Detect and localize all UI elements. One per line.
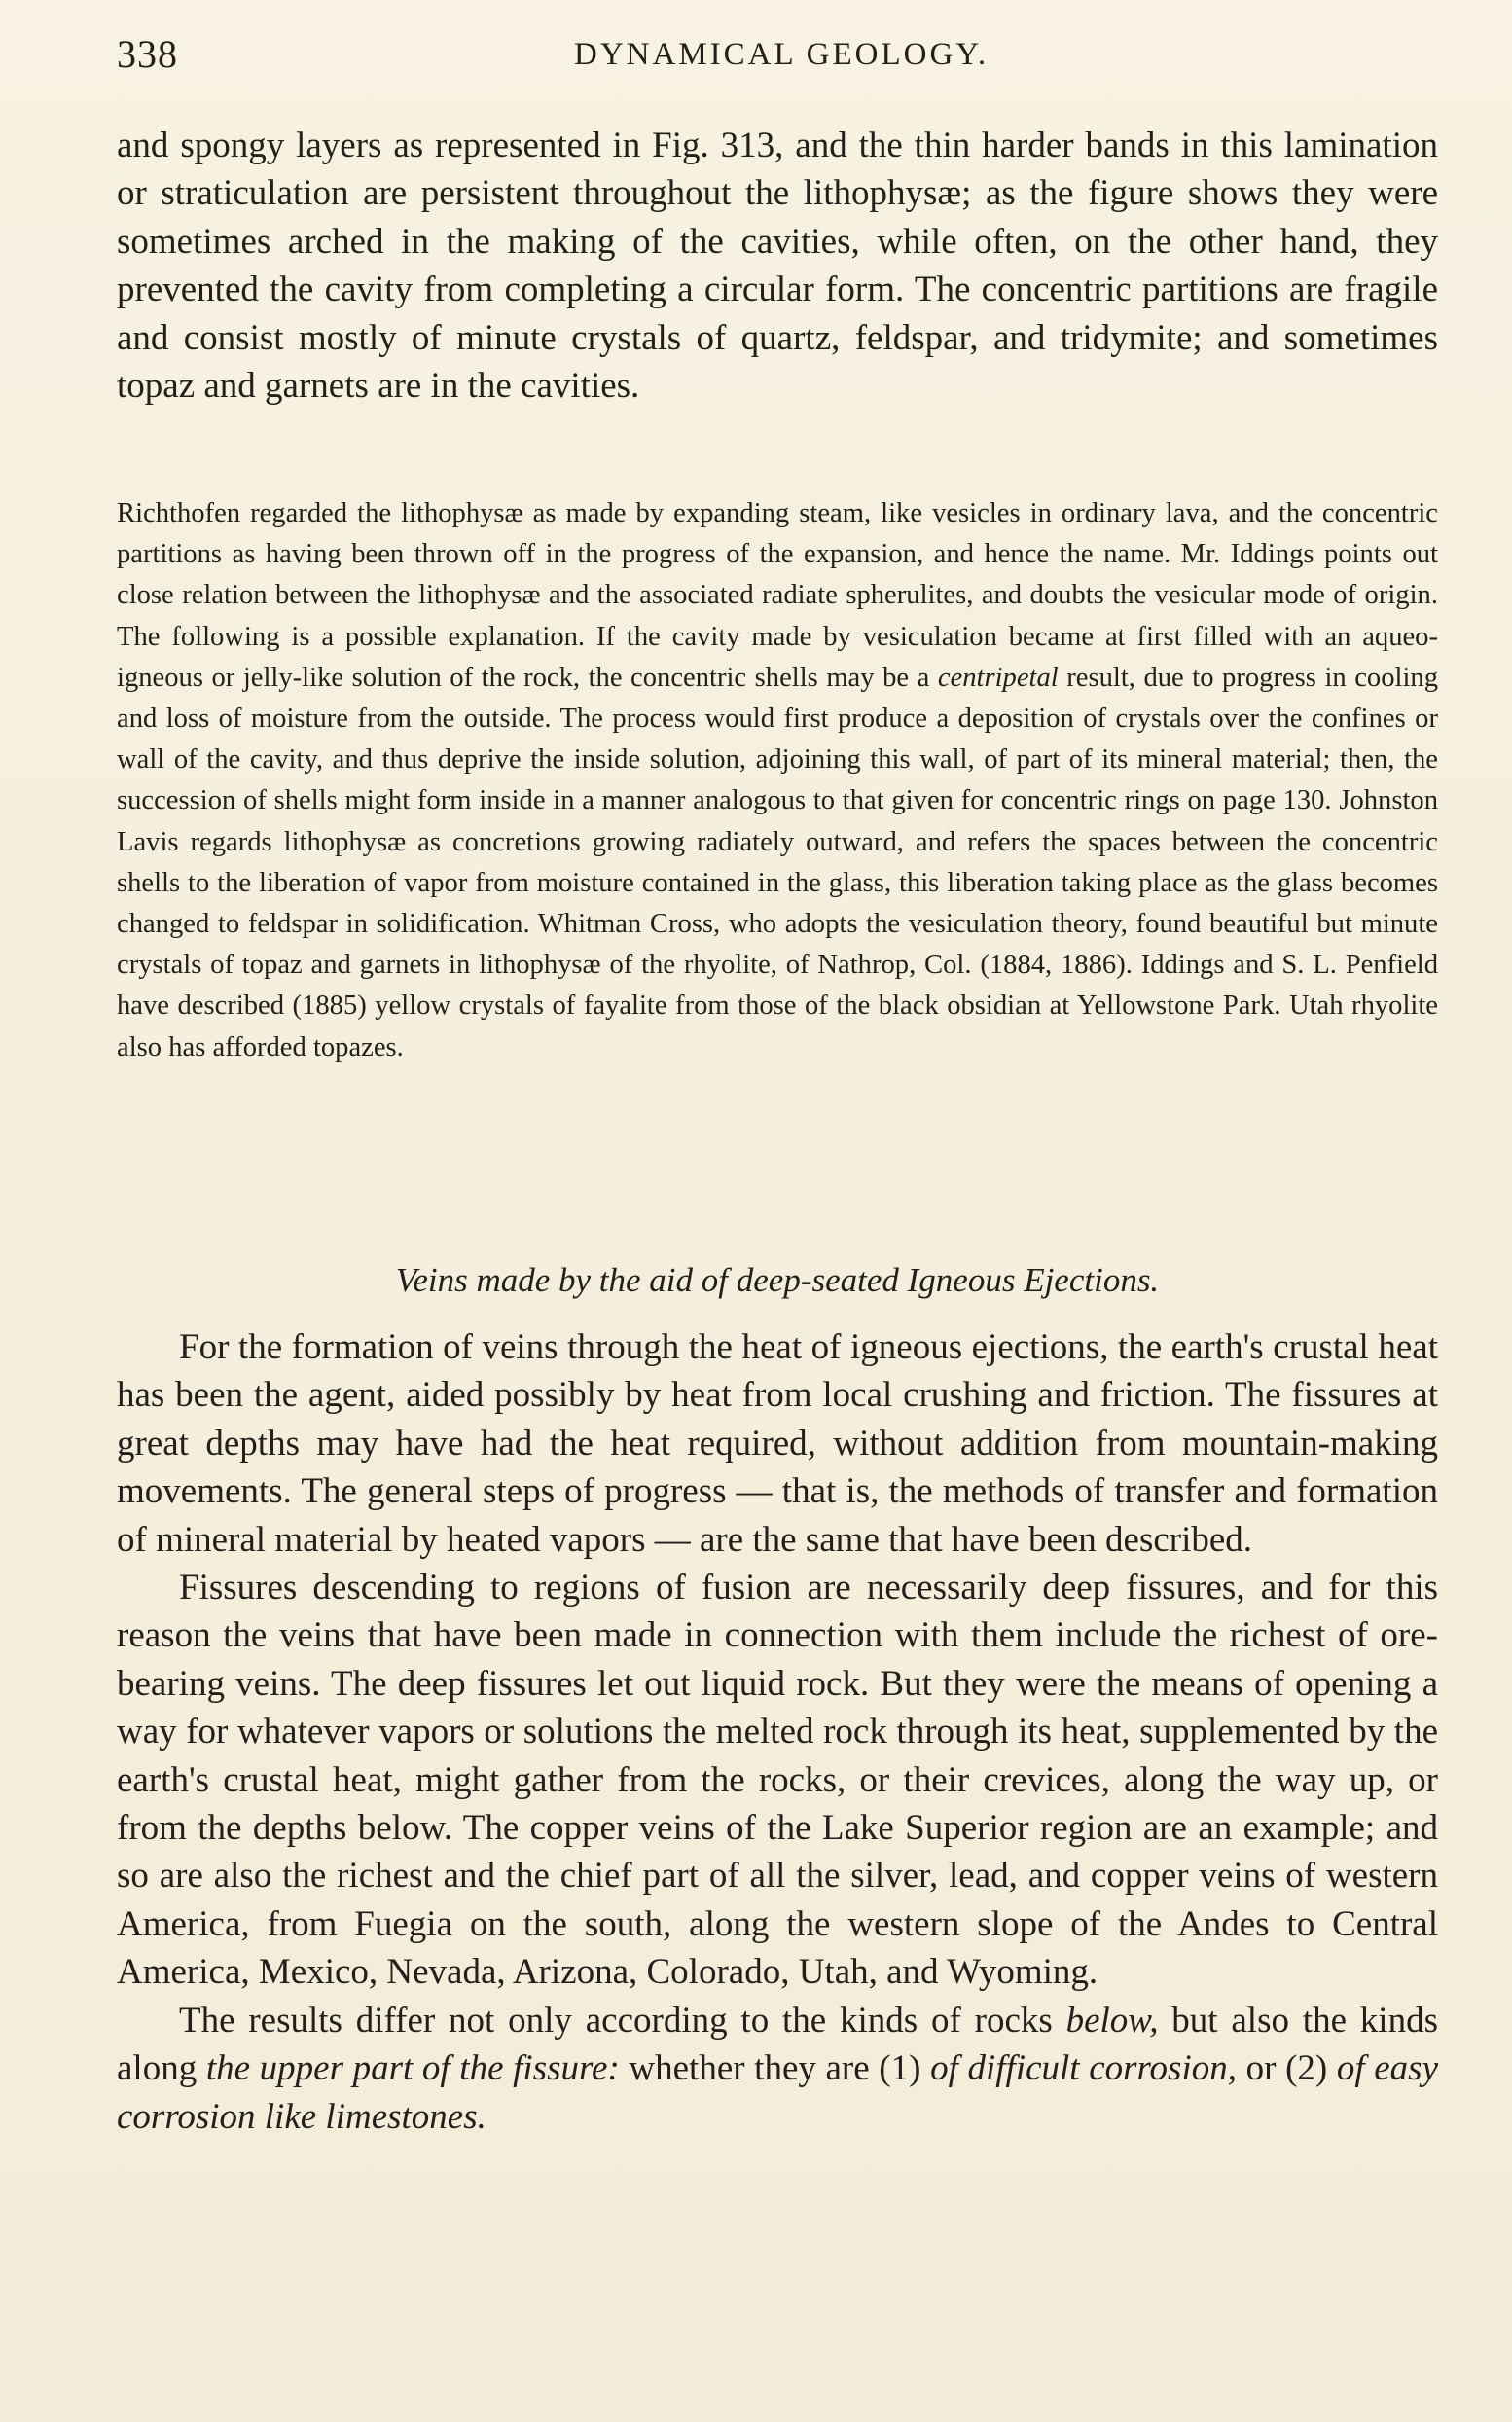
small-print-text-continued: result, due to progress in cooling and loss of moisture from the outside. The process would first produce a deposition of crystals over the confines or wall of the cavity, and thus deprive the inside solution, adjoining this wall, of part of its mineral material; then, the succession of shells might form inside in a manner analogous to that given for concentric rings on page 130. Johnston Lavis regards lithophysæ as concretions growing radiately outward, and refers the spaces between the concentric shells to the liberation of vapor from moisture contained in the glass, this liberation taking place as the glass becomes changed to feldspar in solidification. Whitman Cross, who adopts the vesiculation theory, found beautiful but minute crystals of topaz and garnets in lithophysæ of the rhyolite, of Nathrop, Col. (1884, 1886). Iddings and S. L. Penfield have described (1885) yellow crystals of fayalite from those of the black obsidian at Yellowstone Park. Utah rhyolite also has afforded topazes. <box>117 662 1438 1063</box>
p3-italic-difficult: of difficult corrosion, <box>930 2048 1237 2089</box>
section-heading: Veins made by the aid of deep-seated Igneous Ejections. <box>395 1261 1160 1299</box>
small-print-text: Richthofen regarded the lithophysæ as made by expanding steam, like vesicles in ordinary lava, and the concentric partitions as having been thrown off in the progress of the expansion, and hence the name. Mr. Iddings points out close relation between the lithophysæ and the associated radiate spherulites, and doubts the vesicular mode of origin. The following is a possible explanation. If the cavity made by vesiculation became at first filled with an aqueo-igneous or jelly-like solution of the rock, the concentric shells may be a <box>117 498 1438 693</box>
p3-italic-easy: of easy corrosion like limestones. <box>117 2048 1438 2137</box>
section-paragraph-3 <box>117 1997 1438 2141</box>
p3-text-c: but also the kinds along <box>117 2000 1438 2089</box>
continuation-paragraph: and spongy layers as represented in Fig. 313, and the thin harder bands in this lamination or straticulation are persistent throughout the lithophysæ; as the figure shows they were sometimes arched in the making of the cavities, while often, on the other hand, they prevented the cavity from completing a circular form. The concentric partitions are fragile and consist mostly of minute crystals of quartz, feldspar, and tridymite; and sometimes topaz and garnets are in the cavities. <box>117 126 1438 407</box>
running-title: DYNAMICAL GEOLOGY. <box>574 37 990 72</box>
p3-text-g: or (2) <box>1237 2048 1337 2089</box>
running-head <box>117 31 1440 90</box>
small-print-italic: centripetal <box>937 662 1059 693</box>
section-paragraph-1: For the formation of veins through the heat of igneous ejections, the earth's crustal heat has been the agent, aided possibly by heat from local crushing and friction. The fissures at great depths may have had the heat required, without addition from mountain-making movements. The general steps of progress — that is, the methods of transfer and formation of mineral material by heated vapors — are the same that have been described. <box>117 1327 1438 1560</box>
p3-italic-upper-part: the upper part of the fissure: <box>205 2048 620 2089</box>
section-body <box>117 1323 1438 2141</box>
section-paragraph-2: Fissures descending to regions of fusion are necessarily deep fissures, and for this reason the veins that have been made in connection with them include the richest of ore-bearing veins. The deep fissures let out liquid rock. But they were the means of opening a way for whatever vapors or solutions the melted rock through its heat, supplemented by the earth's crustal heat, might gather from the rocks, or their crevices, along the way up, or from the depths below. The copper veins of the Lake Superior region are an example; and so are also the richest and the chief part of all the silver, lead, and copper veins of western America, from Fuegia on the south, along the western slope of the Andes to Central America, Mexico, Nevada, Arizona, Colorado, Utah, and Wyoming. <box>117 1568 1438 1993</box>
p3-italic-below: below, <box>1065 2000 1159 2041</box>
p3-text-a: The results differ not only according to the kinds of rocks <box>179 2000 1066 2041</box>
small-print-note <box>117 493 1438 1068</box>
p3-text-e: whether they are (1) <box>619 2048 931 2089</box>
page-number: 338 <box>117 32 178 76</box>
